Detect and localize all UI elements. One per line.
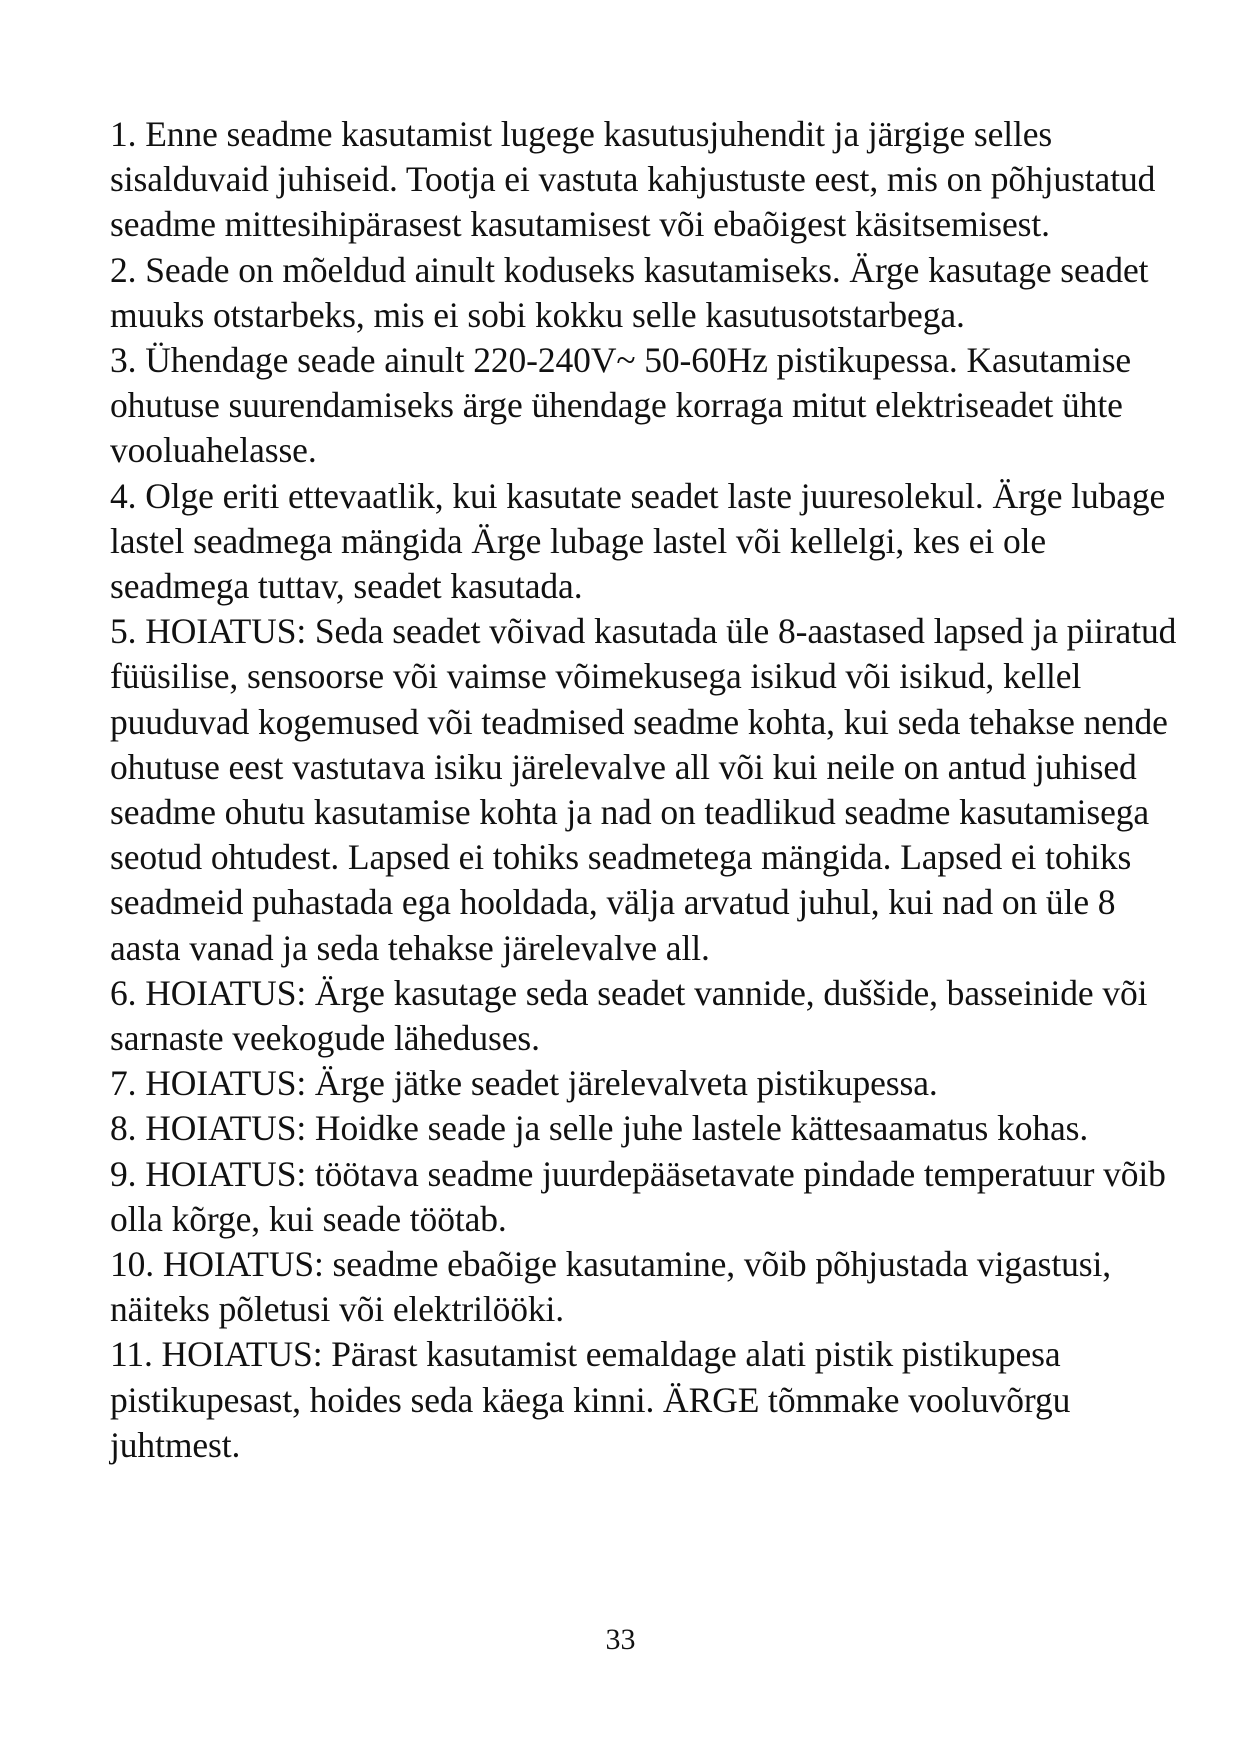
instruction-item-9: 9. HOIATUS: töötava seadme juurdepääsetavate pindade temperatuur võib olla kõrge, kui seade töötab.: [110, 1153, 1166, 1239]
instruction-item-8: 8. HOIATUS: Hoidke seade ja selle juhe lastele kättesaamatus kohas.: [110, 1108, 1089, 1149]
instruction-item-7: 7. HOIATUS: Ärge jätke seadet järelevalveta pistikupessa.: [110, 1063, 938, 1104]
instruction-item-4: 4. Olge eriti ettevaatlik, kui kasutate seadet laste juuresolekul. Ärge lubage lastel seadmega mängida Ärge lubage lastel või kellelgi, kes ei ole seadmega tuttav, seadet kasutada.: [110, 475, 1166, 607]
instruction-item-5: 5. HOIATUS: Seda seadet võivad kasutada üle 8-aastased lapsed ja piiratud füüsilise, sensoorse või vaimse võimekusega isikud või isikud, kellel puuduvad kogemused või teadmised seadme kohta, kui seda tehakse nende ohutuse eest vastutava isiku järelevalve all või kui neile on antud juhised seadme ohutu kasutamise kohta ja nad on teadlikud seadme kasutamisega seotud ohtudest. Lapsed ei tohiks seadmetega mängida. Lapsed ei tohiks seadmeid puhastada ega hooldada, välja arvatud juhul, kui nad on üle 8 aasta vanad ja seda tehakse järelevalve all.: [110, 611, 1177, 968]
instruction-item-11: 11. HOIATUS: Pärast kasutamist eemaldage alati pistik pistikupesa pistikupesast, hoides seda käega kinni. ÄRGE tõmmake vooluvõrgu juhtmest.: [110, 1334, 1071, 1465]
instruction-item-2: 2. Seade on mõeldud ainult koduseks kasutamiseks. Ärge kasutage seadet muuks otstarbeks, mis ei sobi kokku selle kasutusotstarbega.: [110, 249, 1149, 335]
instruction-item-1: 1. Enne seadme kasutamist lugege kasutusjuhendit ja järgige selles sisalduvaid juhiseid. Tootja ei vastuta kahjustuste eest, mis on põhjustatud seadme mittesihipärasest kasutamisest või ebaõigest käsitsemisest.: [110, 114, 1156, 245]
safety-instructions-list: [110, 112, 1190, 1468]
page-number: 33: [605, 1623, 636, 1656]
instruction-item-6: 6. HOIATUS: Ärge kasutage seda seadet vannide, duššide, basseinide või sarnaste veekogude läheduses.: [110, 972, 1148, 1059]
instruction-item-3: 3. Ühendage seade ainult 220-240V~ 50-60Hz pistikupessa. Kasutamise ohutuse suurendamiseks ärge ühendage korraga mitut elektriseadet ühte vooluahelasse.: [110, 340, 1132, 471]
instruction-item-10: 10. HOIATUS: seadme ebaõige kasutamine, võib põhjustada vigastusi, näiteks põletusi või elektrilööki.: [110, 1244, 1112, 1330]
